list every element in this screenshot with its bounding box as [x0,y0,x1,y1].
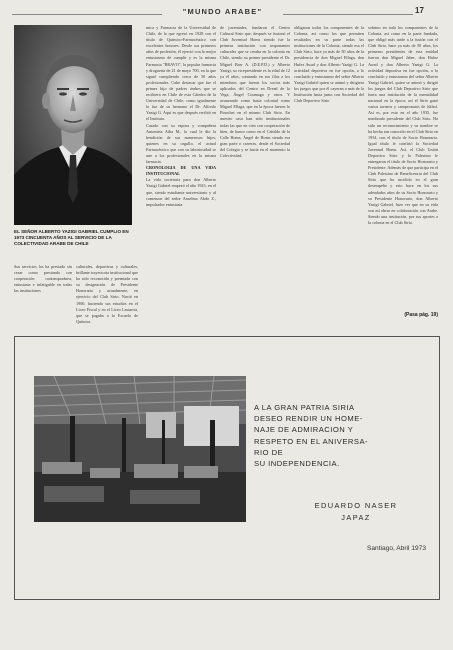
tribute-line: RESPETO EN EL ANIVERSA- [254,436,369,446]
tribute-line: DESEO RENDIR UN HOME- [254,414,363,424]
article-text: Sus servicios los ha prestado sin cesar como prestando con cooperación contemporánea, entusiasta e infatigable en todas las instituciones [14,264,72,294]
article-text: mica y Farmacia de la Universidad de Chile, de la que egresó en 1928 con el título de Químico-Farmacéutico con excelentes honores. Desde sus primeros años de profesión, él ejerció con lo mejor entusiasmo de cumplir y es la misma Farmacia "BRAVO", la popular farmacia y droguería de 21 de mayo 700, en la que siguió cumpliendo cerca de 50 años profesionales. Cabe destacar que fue el primer hijo de padres árabes que se recibiera en Chile de esta Cátedra de la Universidad de Chile, como igualmente lo fue de su hermano el Dr. Alfredo Yazigi G. Aquí es que después recibió en el Instituto. [146,25,216,122]
article-column-3 [146,25,216,317]
article-column-2 [76,264,138,324]
tribute-line: RIO DE [254,447,284,457]
article-column-4 [220,25,290,317]
tribute-line: A LA GRAN PATRIA SIRIA [254,403,355,412]
tribute-message [254,402,430,469]
article-column-5 [294,25,364,317]
article-text: culturales, deportivas y culturales, brillante trayectoria institucional que ha sido reconocida y premiada con su designación de Presidente Honorario y actualmente, en ejercicio del Club Sirio. Nació en 1900, haciendo sus estudios en el Liceo Fiscal y en el Liceo Lastarria, que se pagaba a la Escuela de Química [76,264,138,324]
tribute-line: SU INDEPENDENCIA. [254,459,340,469]
article-text: La vida societaria para don Alberto Yazigi Gabriel empezó el año 1923, en el que, siendo estudiante universitario y al comenzar del señor Anselmo Abdo Z., impulsador entusiasta [146,177,216,207]
portrait-caption: EL SEÑOR ALBERTO YAZIGI GABRIEL CUMPLIO EN 1973 CINCUENTA AÑOS AL SERVICIO DE LA COLECTIVIDAD ARABE DE CHILE [14,229,129,246]
factory-photo [34,376,246,522]
article-column-1 [14,264,72,318]
article-text: obligaron todos los componentes de la Colonia, así como los que permiten resultados en su parte todas las instituciones de la Colonia, siendo esa el Club Sirio, hace ya más de 50 años de la presidencia de don Miguel Ellaga, don Hufez Awad y don Alberto Yazigi G. La actividad deportiva en fue opción, a lo concluido y entusiasmo del señor Alberto Yazigi Gabriel quien se animó y dirigiera los juegos que por él cayeran a más de la Institución hasta junto con Sociedad del Club Deportivo Sirio [294,25,364,104]
continued-note: (Pasa pág. 19) [404,312,438,318]
article-subheading: CRONOLOGIA DE UNA VIDA INSTITUCIONAL [146,165,216,177]
header-rule-left [12,14,162,15]
article-text: Casado con su esposa y compañera Antonieta Aiba M., lo cual le dio la bendición de sus numerosos hijos, quienes en su orgullo, el actual Farmacéutico que con su laboriosidad se une a los profesionales en la misma farmacia. [146,122,216,165]
article-column-6 [368,25,438,311]
tribute-line: NAJE DE ADMIRACION Y [254,425,354,435]
article-text: sobrino en toda los componentes de la Colonia, así como en la parte fundada, que obligó más tarde a la fusión con el Club Sirio, hace ya más de 50 años, los primeros presidentes de esta entidad fueron don Miguel Jaber, don Hufez Awad y don Alberto Yazigi G. La actividad deportiva en fue opción, a lo concluido y entusiasmo del señor Alberto Yazigi Gabriel, quien se animó y dirigió los juegos del Club Deportivo Sirio que fuera una institución de la mentalidad nacional en la época; así el Sirio ganó varios torneos y campeonatos de fútbol. Así es, por esto en el año 1935, fue nombrado presidente del Club Sirio. Ha sido un reconocimiento y su nombre se ha hecho tan conocido en el Club Sirio en 1954, con el título de Socio Honorario. Igual título le confirió la Sociedad Juventud Homs. Así, el Club Unión Deportivo Sirio y lo Palestino le entregaron el título de Socio Honorario y Presidente. Además de que participa en el Club Palestino de Beneficencia del Club Sirio que ha incidido en el gran desempeño y esto hace en los sus adeudados años de su Socio Honorario y su Presidente Honorario, don Alberto Yazigi Gabriel, hizo ver que en su vida son así obras en colaboración con Arabe. Siendo una institución, por sus aportes a la colonia en el Club Sirio. [368,25,439,225]
header-rule-right [283,14,413,15]
magazine-title: "MUNDO ARABE" [182,7,263,16]
advertiser-name-line: EDUARDO NASER [314,501,398,510]
advertiser-name-line: JAPAZ [341,512,371,522]
article-text: de juventudes, fundaron el Centro Cultural Sirio que, después se fusionó el Club Juventud Homs siendo fue la primera institución con importantes culturales que se creaba en la colonia en Chile, siendo su primer presidente el Dr. Miguel Barr A. (D.E.P.D.) y Alberto Yazigi, su vicepresidente es la edad de 12 ya él años, contando en sus filas a los miembros que fueron los socios más aplicados del Centro en Dread de la Vega, Ángel Coumaga y otros. Y avanzando como hasta colonial como Miguel Ellaga, que en la época fueron lo Pinochet en el mismo Club Sirio. En nuestro caso han sido institucionales todas las que en cien con cooperación de bien, de honor como en el Cabildo de la Calle Homs, Ángel de Homs siendo esa gran parte o carreras, desde el Sociedad del Colegio y se hacía en el momento la Colectividad. [220,25,290,158]
portrait-photo [14,25,132,225]
place-date: Santiago, Abril 1973 [366,545,426,552]
page-number: 17 [415,6,424,15]
advertiser-name [286,500,426,523]
